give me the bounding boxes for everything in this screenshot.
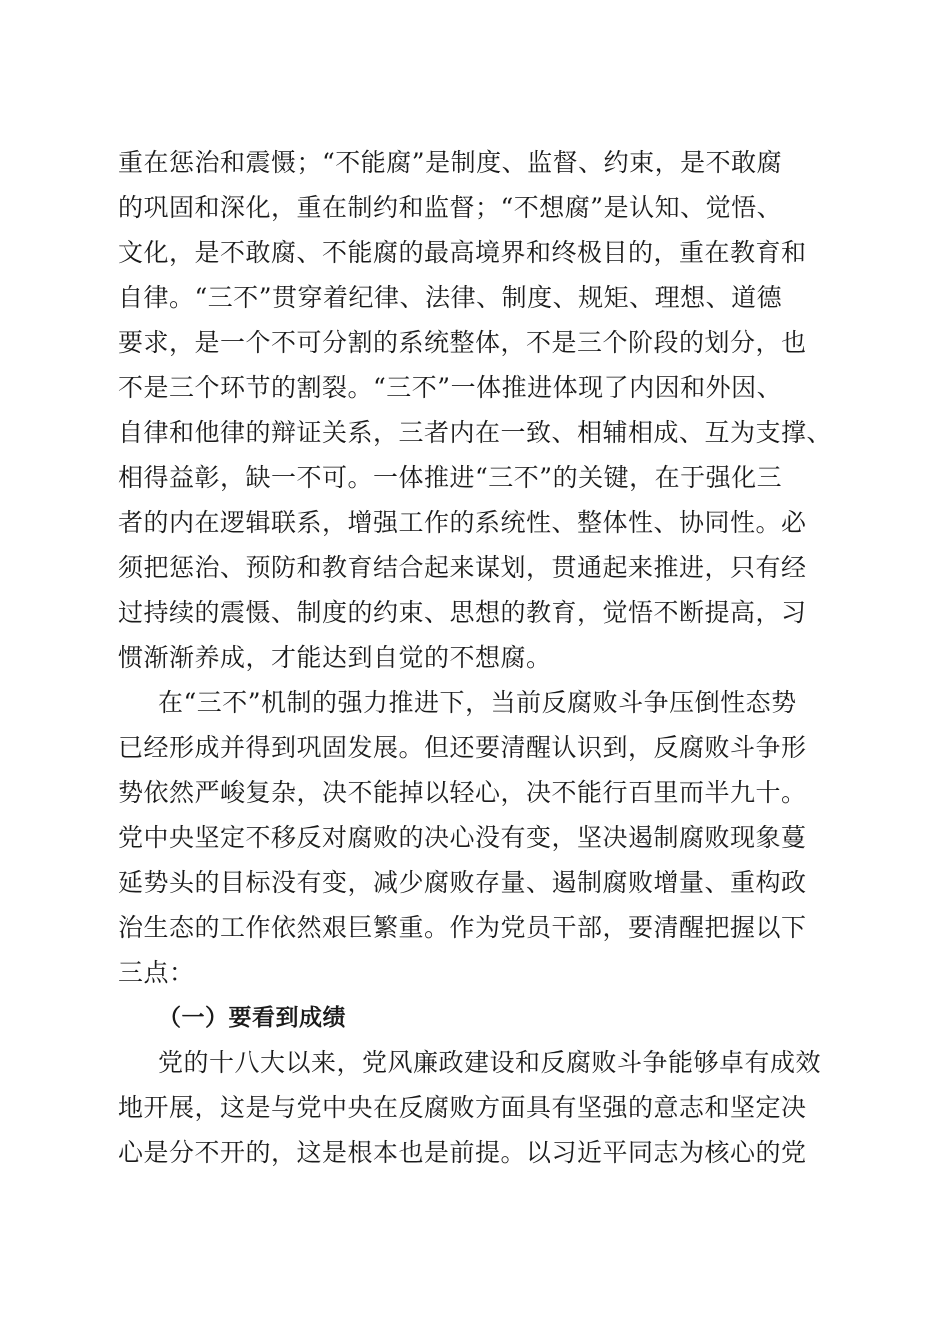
text-line: 党中央坚定不移反对腐败的决心没有变，坚决遏制腐败现象蔓 — [118, 823, 807, 852]
text-line: 须把惩治、预防和教育结合起来谋划，贯通起来推进，只有经 — [118, 553, 807, 582]
text-line: 惯渐渐养成，才能达到自觉的不想腐。 — [118, 643, 552, 672]
text-line: 自律。“三不”贯穿着纪律、法律、制度、规矩、理想、道德 — [118, 283, 783, 312]
text-line: 三点： — [118, 958, 195, 987]
text-line: 心是分不开的，这是根本也是前提。以习近平同志为核心的党 — [118, 1138, 807, 1167]
text-line: 相得益彰，缺一不可。一体推进“三不”的关键，在于强化三 — [118, 463, 783, 492]
text-line: 的巩固和深化，重在制约和监督；“不想腐”是认知、觉悟、 — [118, 193, 783, 222]
text-line: 延势头的目标没有变，减少腐败存量、遏制腐败增量、重构政 — [118, 868, 807, 897]
section-heading: （一）要看到成绩 — [158, 1005, 346, 1031]
text-line: 治生态的工作依然艰巨繁重。作为党员干部，要清醒把握以下 — [118, 913, 807, 942]
text-line: 自律和他律的辩证关系，三者内在一致、相辅相成、互为支撑、 — [118, 418, 833, 447]
text-line: 势依然严峻复杂，决不能掉以轻心，决不能行百里而半九十。 — [118, 778, 807, 807]
text-line: 文化，是不敢腐、不能腐的最高境界和终极目的，重在教育和 — [118, 238, 807, 267]
paragraph-start-line: 党的十八大以来，党风廉政建设和反腐败斗争能够卓有成效 — [158, 1048, 822, 1077]
text-line: 已经形成并得到巩固发展。但还要清醒认识到，反腐败斗争形 — [118, 733, 807, 762]
paragraph-start-line: 在“三不”机制的强力推进下，当前反腐败斗争压倒性态势 — [158, 688, 797, 717]
text-line: 重在惩治和震慑；“不能腐”是制度、监督、约束，是不敢腐 — [118, 148, 783, 177]
text-line: 不是三个环节的割裂。“三不”一体推进体现了内因和外因、 — [118, 373, 783, 402]
text-line: 地开展，这是与党中央在反腐败方面具有坚强的意志和坚定决 — [118, 1093, 807, 1122]
text-line: 要求，是一个不可分割的系统整体，不是三个阶段的划分，也 — [118, 328, 807, 357]
text-line: 者的内在逻辑联系，增强工作的系统性、整体性、协同性。必 — [118, 508, 807, 537]
text-line: 过持续的震慑、制度的约束、思想的教育，觉悟不断提高，习 — [118, 598, 807, 627]
